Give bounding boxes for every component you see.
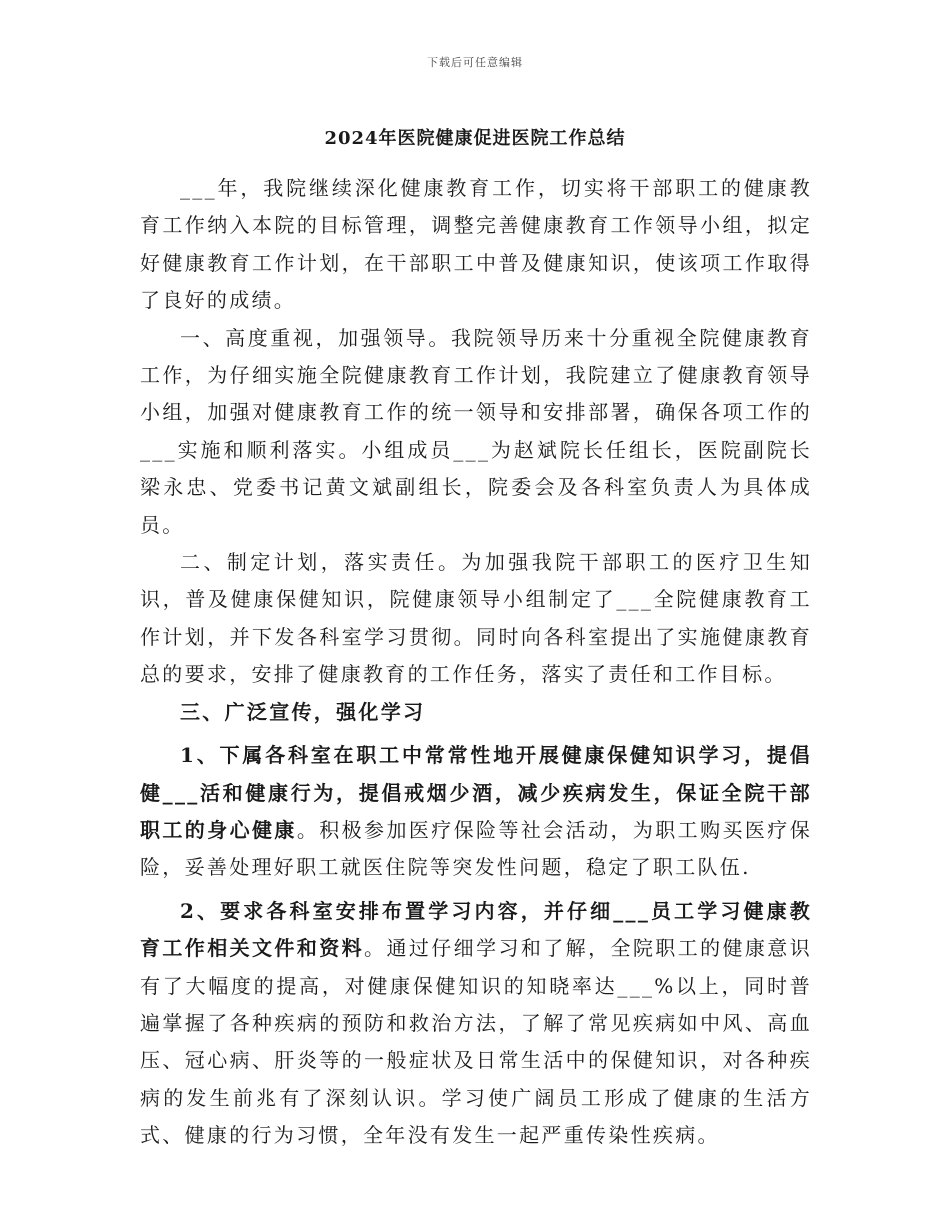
item2-bold-text: 2、要求各科室安排布置学习内容，并仔细___员工学习健康教育工作相关文件和资料 bbox=[140, 898, 812, 961]
item1-paragraph bbox=[140, 737, 812, 887]
section1-paragraph: 一、高度重视，加强领导。我院领导历来十分重视全院健康教育工作，为仔细实施全院健康教育工作计划，我院建立了健康教育领导小组，加强对健康教育工作的统一领导和安排部署，确保各项工作的___实施和顺利落实。小组成员___为赵斌院长任组长，医院副院长梁永忠、党委书记黄文斌副组长，院委会及各科室负责人为具体成员。 bbox=[140, 325, 812, 537]
item2-text: 。通过仔细学习和了解，全院职工的健康意识有了大幅度的提高，对健康保健知识的知晓率达___%以上，同时普遍掌握了各种疾病的预防和救治方法，了解了常见疾病如中风、高血压、冠心病、肝炎等的一般症状及日常生活中的保健知识，对各种疾病的发生前兆有了深刻认识。学习使广阔员工形成了健康的生活方式、健康的行为习惯，全年没有发生一起严重传染性疾病。 bbox=[140, 936, 813, 1148]
item1-text: 。积极参加医疗保险等社会活动，为职工购买医疗保险，妥善处理好职工就医住院等突发性问题，稳定了职工队伍. bbox=[140, 817, 812, 880]
item2-paragraph bbox=[140, 893, 812, 1155]
section2-paragraph: 二、制定计划，落实责任。为加强我院干部职工的医疗卫生知识，普及健康保健知识，院健康领导小组制定了___全院健康教育工作计划，并下发各科室学习贯彻。同时向各科室提出了实施健康教育总的要求，安排了健康教育的工作任务，落实了责任和工作目标。 bbox=[140, 550, 812, 687]
document-body bbox=[140, 170, 812, 1155]
item1-bold-text: 1、下属各科室在职工中常常性地开展健康保健知识学习，提倡健___活和健康行为，提倡戒烟少酒，减少疾病发生，保证全院干部职工的身心健康 bbox=[140, 743, 812, 842]
header-note: 下载后可任意编辑 bbox=[427, 56, 523, 69]
intro-paragraph: ___年，我院继续深化健康教育工作，切实将干部职工的健康教育工作纳入本院的目标管理，调整完善健康教育工作领导小组，拟定好健康教育工作计划，在干部职工中普及健康知识，使该项工作取得了良好的成绩。 bbox=[140, 176, 812, 313]
document-title: 2024年医院健康促进医院工作总结 bbox=[324, 128, 626, 149]
section3-heading: 三、广泛宣传，强化学习 bbox=[180, 699, 426, 724]
